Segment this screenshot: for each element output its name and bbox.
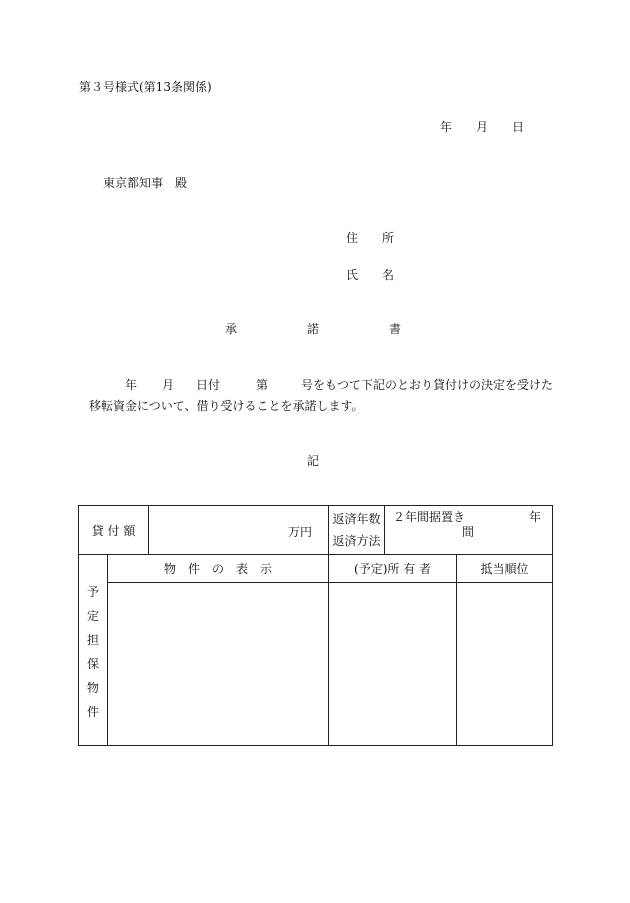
repay-method-label: 返済方法 (332, 534, 381, 548)
repay-value-cell (385, 506, 553, 555)
owner-cell (329, 583, 457, 746)
date-day: 日 (512, 120, 525, 134)
loan-amount-cell (149, 506, 329, 555)
address-label-2: 所 (382, 231, 395, 245)
collateral-char-2: 定 (86, 609, 99, 623)
priority-cell (457, 583, 553, 746)
loan-amount-label-cell (79, 506, 149, 555)
body-year: 年 (125, 378, 138, 392)
addressee: 東京都知事 殿 (103, 176, 188, 190)
priority-header-cell (457, 555, 553, 583)
title-char-2: 諾 (307, 322, 320, 336)
collateral-label-cell (79, 555, 108, 746)
collateral-char-3: 担 (86, 633, 99, 647)
loan-amount-label: 貸 付 額 (91, 523, 136, 538)
collateral-char-4: 保 (86, 657, 99, 671)
repay-years-label: 返済年数 (332, 512, 381, 526)
property-display-header-cell (108, 555, 329, 583)
name-label-2: 名 (382, 268, 395, 282)
title-char-1: 承 (225, 322, 238, 336)
interval-char: 間 (462, 525, 475, 539)
name-label-1: 氏 (346, 268, 359, 282)
body-day-dated: 日付 (196, 378, 221, 392)
owner-header-cell (329, 555, 457, 583)
owner-header: (予定)所 有 者 (354, 562, 432, 576)
date-year: 年 (440, 120, 453, 134)
date-month: 月 (476, 120, 489, 134)
collateral-body-row (79, 583, 553, 746)
property-display-header: 物 件 の 表 示 (164, 562, 273, 576)
loan-table (78, 505, 553, 746)
loan-row (79, 506, 553, 555)
body-number-prefix: 第 (256, 378, 269, 392)
form-number: 第３号様式(第13条関係) (79, 80, 212, 94)
collateral-char-1: 予 (86, 585, 99, 599)
body-month: 月 (162, 378, 175, 392)
priority-header: 抵当順位 (480, 562, 529, 576)
grace-text: ２年間据置き (393, 510, 466, 524)
unit-label: 万円 (288, 524, 313, 539)
collateral-char-6: 件 (86, 705, 99, 719)
body-line2: 移転資金について、借り受けることを承諾します。 (89, 399, 364, 413)
property-display-cell (108, 583, 329, 746)
title-char-3: 書 (389, 322, 402, 336)
ki-marker: 記 (307, 454, 320, 468)
year-char: 年 (529, 510, 542, 524)
body-line1-rest: 号をもつて下記のとおり貸付けの決定を受けた (301, 378, 554, 392)
repay-labels-cell (329, 506, 385, 555)
collateral-char-5: 物 (86, 681, 99, 695)
collateral-header-row (79, 555, 553, 583)
address-label-1: 住 (346, 231, 359, 245)
